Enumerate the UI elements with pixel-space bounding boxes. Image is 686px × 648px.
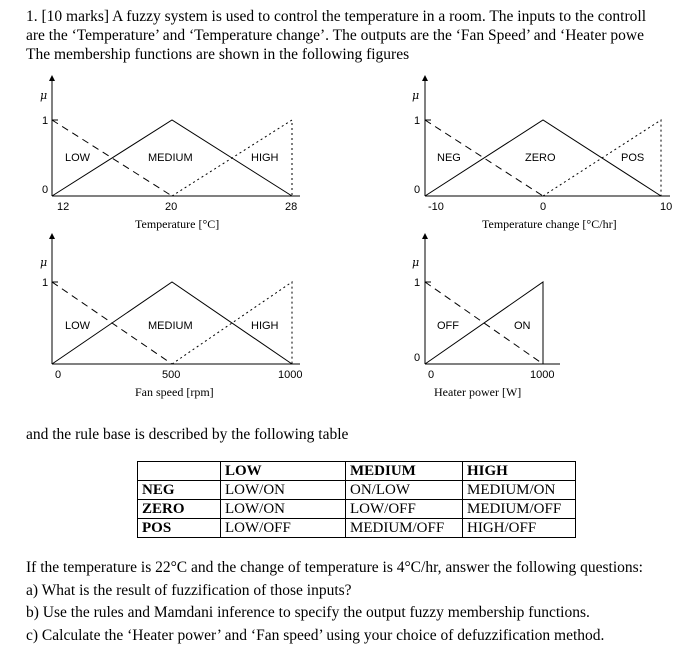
- temperature-label-medium: MEDIUM: [148, 152, 193, 164]
- rule-header-medium: MEDIUM: [346, 462, 463, 481]
- temperature-label-low: LOW: [65, 152, 91, 164]
- temp-change-zero: 0: [414, 184, 421, 196]
- temp-change-mu: μ: [412, 89, 420, 102]
- temp-change-tick-10: 10: [660, 201, 673, 213]
- temperature-xlabel: Temperature [°C]: [135, 217, 220, 231]
- temperature-tick-12: 12: [57, 201, 70, 213]
- rule-base-intro: and the rule base is described by the following table: [26, 426, 349, 443]
- rule-table-corner: [138, 462, 221, 481]
- rule-header-high: HIGH: [463, 462, 576, 481]
- fan-mu: μ: [40, 256, 48, 269]
- questions: [26, 557, 643, 647]
- temperature-label-high: HIGH: [251, 152, 279, 164]
- table-row: [138, 519, 576, 538]
- temperature-tick-20: 20: [165, 201, 178, 213]
- questions-intro: If the temperature is 22°C and the change of temperature is 4°C/hr, answer the following questions:: [26, 559, 643, 576]
- temperature-tick-28: 28: [285, 201, 298, 213]
- fan-label-low: LOW: [65, 320, 91, 332]
- table-row: [138, 500, 576, 519]
- heater-plot: [412, 236, 560, 399]
- temperature-mu: μ: [40, 89, 48, 102]
- heater-label-off: OFF: [437, 320, 459, 332]
- heater-one: 1: [414, 277, 421, 289]
- fan-label-high: HIGH: [251, 320, 279, 332]
- fan-tick-500: 500: [162, 369, 181, 381]
- rule-cell: MEDIUM/ON: [463, 481, 576, 500]
- rule-cell: MEDIUM/OFF: [463, 500, 576, 519]
- fan-label-medium: MEDIUM: [148, 320, 193, 332]
- rule-cell: LOW/ON: [221, 500, 346, 519]
- heater-xlabel: Heater power [W]: [434, 385, 522, 399]
- intro-line-2: are the ‘Temperature’ and ‘Temperature change’. The outputs are the ‘Fan Speed’ and ‘Heater powe: [26, 27, 644, 44]
- rule-cell: MEDIUM/OFF: [346, 519, 463, 538]
- temperature-plot: [40, 78, 300, 231]
- fan-xlabel: Fan speed [rpm]: [135, 385, 214, 399]
- question-b: b) Use the rules and Mamdani inference to specify the output fuzzy membership functions.: [26, 604, 590, 621]
- rule-table-header-row: [138, 462, 576, 481]
- temp-change-one: 1: [414, 115, 421, 127]
- question-a: a) What is the result of fuzzification of those inputs?: [26, 581, 352, 599]
- rule-row-label: NEG: [138, 481, 221, 500]
- rule-row-label: ZERO: [138, 500, 221, 519]
- temp-change-label-pos: POS: [621, 152, 645, 164]
- heater-label-on: ON: [514, 320, 531, 332]
- rule-cell: LOW/OFF: [346, 500, 463, 519]
- heater-zero: 0: [414, 352, 421, 364]
- rule-cell: LOW/OFF: [221, 519, 346, 538]
- intro-line-3: The membership functions are shown in the following figures: [26, 46, 410, 63]
- fan-plot: [40, 236, 302, 399]
- fan-tick-0: 0: [55, 369, 62, 381]
- temperature-zero: 0: [42, 184, 49, 196]
- rule-table: [137, 461, 576, 538]
- rule-cell: ON/LOW: [346, 481, 463, 500]
- fan-one: 1: [42, 277, 49, 289]
- heater-mu: μ: [412, 256, 420, 269]
- intro-line-1: 1. [10 marks] A fuzzy system is used to control the temperature in a room. The inputs to the controll: [26, 8, 647, 25]
- heater-tick-1000: 1000: [530, 369, 555, 381]
- rule-cell: HIGH/OFF: [463, 519, 576, 538]
- question-c: c) Calculate the ‘Heater power’ and ‘Fan speed’ using your choice of defuzzification method.: [26, 626, 605, 644]
- rule-row-label: POS: [138, 519, 221, 538]
- heater-tick-0: 0: [428, 369, 435, 381]
- fan-tick-1000: 1000: [278, 369, 303, 381]
- temp-change-tick-0: 0: [540, 201, 547, 213]
- temp-change-xlabel: Temperature change [°C/hr]: [482, 217, 617, 231]
- table-row: [138, 481, 576, 500]
- rule-header-low: LOW: [221, 462, 346, 481]
- temp-change-plot: [412, 78, 672, 231]
- temp-change-tick-neg10: -10: [428, 201, 444, 213]
- temp-change-label-zero: ZERO: [525, 152, 556, 164]
- temp-change-label-neg: NEG: [437, 152, 461, 164]
- rule-cell: LOW/ON: [221, 481, 346, 500]
- temperature-one: 1: [42, 115, 49, 127]
